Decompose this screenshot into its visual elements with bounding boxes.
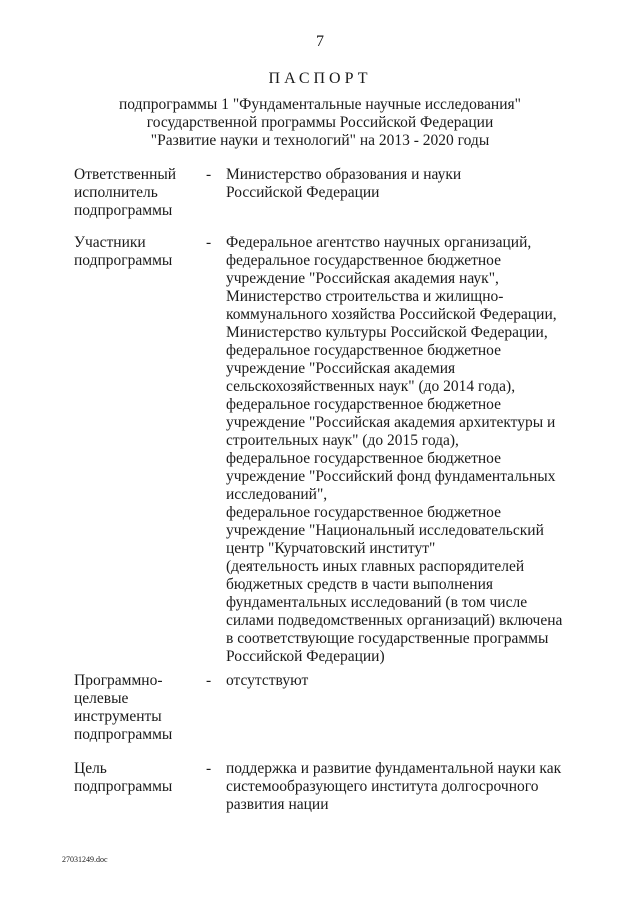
row-label [74, 234, 204, 270]
value-line: поддержка и развитие фундаментальной науки как [226, 760, 562, 777]
label-line: подпрограммы [74, 252, 173, 269]
value-line: Министерство образования и науки [226, 166, 462, 183]
value-line: (деятельность иных главных распорядителей [226, 558, 525, 575]
label-line: Участники [74, 234, 146, 251]
row-value [226, 672, 586, 690]
label-line: подпрограммы [74, 726, 173, 743]
value-line: федеральное государственное бюджетное [226, 342, 501, 359]
row-dash: - [206, 760, 212, 777]
value-line: Министерство культуры Российской Федерации, [226, 324, 548, 341]
value-line: учреждение "Национальный исследовательский [226, 522, 544, 539]
label-line: целевые [74, 690, 129, 707]
document-filename: 27031249.doc [62, 855, 108, 864]
document-subtitle [0, 96, 640, 150]
value-line: учреждение "Российская академия наук", [226, 270, 499, 287]
label-line: подпрограммы [74, 778, 173, 795]
subtitle-line: государственной программы Российской Федерации [146, 114, 494, 131]
value-line: федеральное государственное бюджетное [226, 396, 501, 413]
row-value [226, 234, 586, 666]
value-line: Федеральное агентство научных организаций, [226, 234, 532, 251]
label-line: Ответственный [74, 166, 177, 183]
subtitle-line: "Развитие науки и технологий" на 2013 - 2020 годы [150, 132, 490, 149]
row-dash: - [206, 166, 212, 183]
document-title: ПАСПОРТ [268, 70, 372, 87]
row-dash: - [206, 672, 212, 689]
value-line: Министерство строительства и жилищно- [226, 288, 504, 305]
value-line: в соответствующие государственные программы [226, 630, 549, 647]
value-line: развития нации [226, 796, 329, 813]
value-line: отсутствуют [226, 672, 309, 689]
row-label [74, 760, 204, 796]
value-line: Российской Федерации [226, 184, 380, 201]
label-line: исполнитель [74, 184, 158, 201]
value-line: учреждение "Российская академия архитектуры и [226, 414, 556, 431]
label-line: Цель [74, 760, 107, 777]
value-line: учреждение "Российская академия [226, 360, 456, 377]
value-line: коммунального хозяйства Российской Федерации, [226, 306, 557, 323]
row-value [226, 760, 586, 814]
page-number: 7 [316, 33, 324, 50]
value-line: Российской Федерации) [226, 648, 385, 665]
row-dash: - [206, 234, 212, 251]
value-line: силами подведомственных организаций) включена [226, 612, 563, 629]
row-label [74, 166, 204, 220]
value-line: сельскохозяйственных наук" (до 2014 года), [226, 378, 516, 395]
value-line: исследований", [226, 486, 328, 503]
value-line: строительных наук" (до 2015 года), [226, 432, 459, 449]
value-line: федеральное государственное бюджетное [226, 504, 501, 521]
label-line: подпрограммы [74, 202, 173, 219]
value-line: бюджетных средств в части выполнения [226, 576, 493, 593]
value-line: фундаментальных исследований (в том числе [226, 594, 528, 611]
value-line: федеральное государственное бюджетное [226, 252, 501, 269]
label-line: Программно- [74, 672, 163, 689]
row-value [226, 166, 586, 202]
subtitle-line: подпрограммы 1 "Фундаментальные научные исследования" [119, 96, 521, 113]
value-line: учреждение "Российский фонд фундаментальных [226, 468, 556, 485]
value-line: федеральное государственное бюджетное [226, 450, 501, 467]
value-line: системообразующего института долгосрочного [226, 778, 539, 795]
row-label [74, 672, 204, 744]
value-line: центр "Курчатовский институт" [226, 540, 436, 557]
label-line: инструменты [74, 708, 162, 725]
